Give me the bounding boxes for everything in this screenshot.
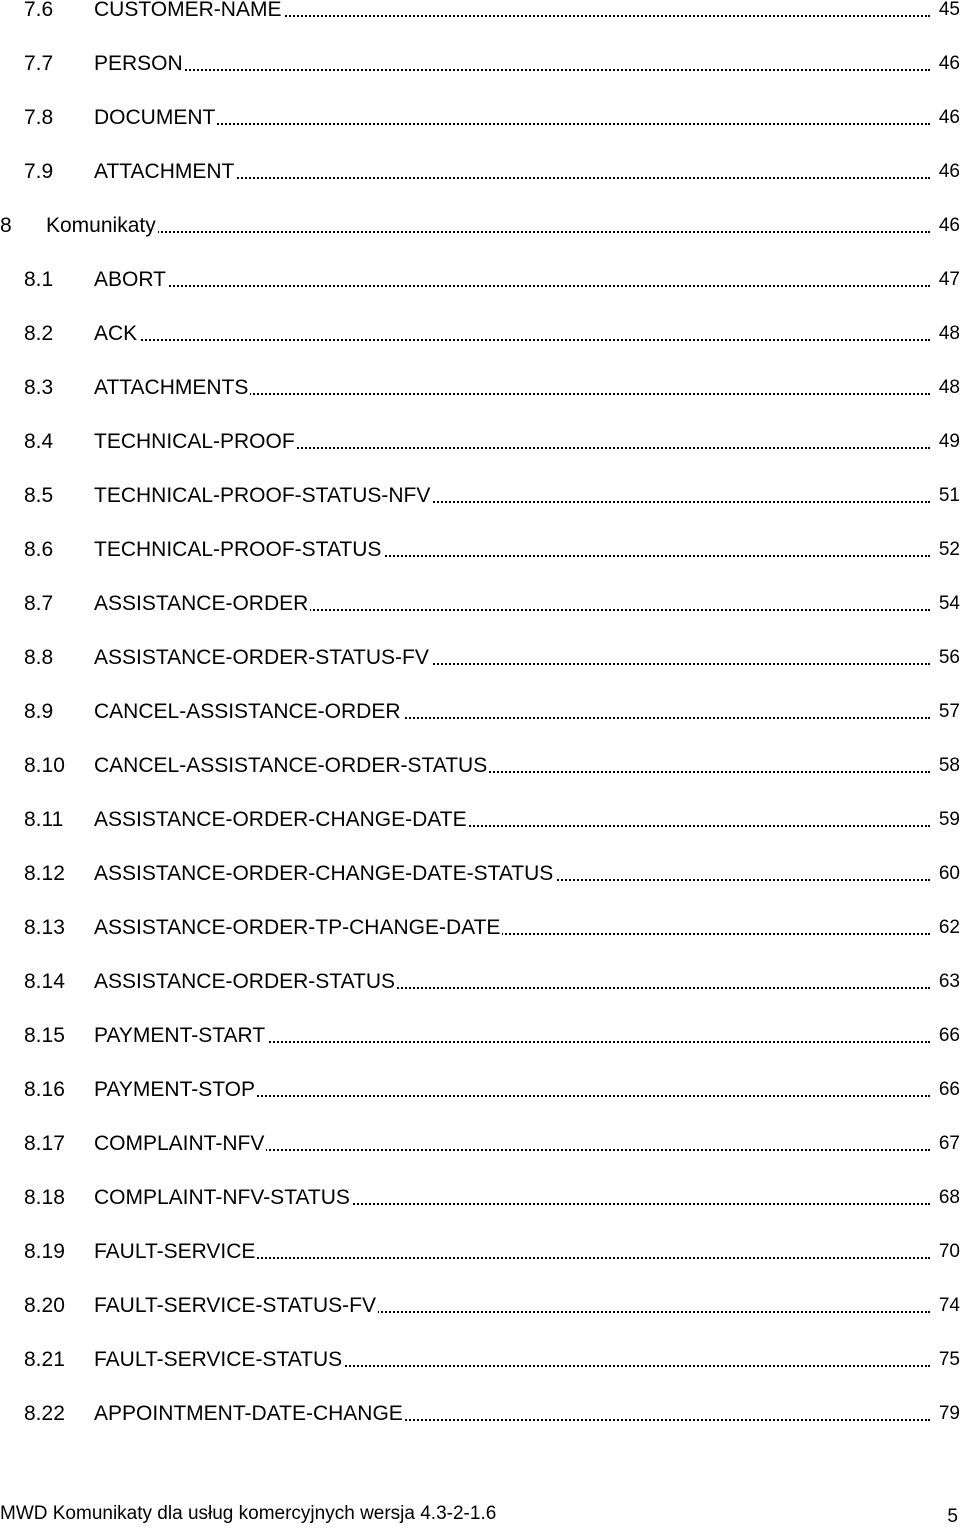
toc-entry[interactable] <box>0 697 960 727</box>
toc-entry-page[interactable]: 67 <box>936 1129 960 1159</box>
toc-entry-number: 8.7 <box>24 592 54 615</box>
toc-entry-number: 8.4 <box>24 430 54 453</box>
toc-entry-number: 8.12 <box>24 862 65 885</box>
toc-entry-page[interactable]: 79 <box>936 1399 960 1429</box>
toc-entry-number: 8.9 <box>24 700 54 723</box>
toc-entry-number: 8.19 <box>24 1240 65 1263</box>
toc-entry-page[interactable]: 49 <box>936 427 960 457</box>
toc-entry-title[interactable]: COMPLAINT-NFV <box>94 1129 266 1159</box>
toc-entry[interactable] <box>0 0 960 25</box>
toc-entry-page[interactable]: 74 <box>936 1291 960 1321</box>
toc-entry-title[interactable]: PAYMENT-STOP <box>94 1075 257 1105</box>
toc-dot-leader <box>46 231 930 233</box>
toc-dot-leader <box>94 285 930 287</box>
toc-entry-title[interactable]: COMPLAINT-NFV-STATUS <box>94 1183 352 1213</box>
toc-entry-number: 8.14 <box>24 970 65 993</box>
toc-entry-number: 8.15 <box>24 1024 65 1047</box>
toc-entry-page[interactable]: 46 <box>936 103 960 133</box>
toc-entry-number: 8.5 <box>24 484 54 507</box>
toc-entry-page[interactable]: 58 <box>936 751 960 781</box>
toc-entry-number: 8.13 <box>24 916 65 939</box>
toc-entry[interactable] <box>0 1129 960 1159</box>
footer-document-title: MWD Komunikaty dla usług komercyjnych wersja 4.3-2-1.6 <box>0 1503 497 1524</box>
toc-entry-number: 8.2 <box>24 322 54 345</box>
toc-entry-title[interactable]: TECHNICAL-PROOF-STATUS <box>94 535 383 565</box>
toc-entry[interactable] <box>0 967 960 997</box>
toc-entry[interactable] <box>0 319 960 349</box>
toc-entry-title[interactable]: PAYMENT-START <box>94 1021 267 1051</box>
toc-entry[interactable] <box>0 211 960 241</box>
toc-entry-title[interactable]: ASSISTANCE-ORDER-STATUS <box>94 967 397 997</box>
toc-entry[interactable] <box>0 1237 960 1267</box>
toc-entry-number: 8.8 <box>24 646 54 669</box>
toc-entry-title[interactable]: ASSISTANCE-ORDER-CHANGE-DATE <box>94 805 469 835</box>
toc-entry[interactable] <box>0 481 960 511</box>
toc-entry[interactable] <box>0 643 960 673</box>
toc-entry-title[interactable]: Komunikaty <box>46 211 158 241</box>
toc-entry[interactable] <box>0 103 960 133</box>
toc-entry-page[interactable]: 68 <box>936 1183 960 1213</box>
toc-entry-number: 8.17 <box>24 1132 65 1155</box>
toc-entry-title[interactable]: FAULT-SERVICE <box>94 1237 257 1267</box>
toc-entry[interactable] <box>0 1291 960 1321</box>
toc-entry-page[interactable]: 45 <box>936 0 960 25</box>
toc-entry-title[interactable]: CUSTOMER-NAME <box>94 0 283 25</box>
toc-entry[interactable] <box>0 805 960 835</box>
toc-entry-number: 7.9 <box>24 160 54 183</box>
toc-entry-page[interactable]: 56 <box>936 643 960 673</box>
toc-entry-page[interactable]: 60 <box>936 859 960 889</box>
toc-entry-page[interactable]: 54 <box>936 589 960 619</box>
toc-entry-number: 8.20 <box>24 1294 65 1317</box>
toc-entry-title[interactable]: FAULT-SERVICE-STATUS <box>94 1345 344 1375</box>
toc-entry-number: 8.18 <box>24 1186 65 1209</box>
toc-entry-page[interactable]: 52 <box>936 535 960 565</box>
toc-entry-title[interactable]: TECHNICAL-PROOF <box>94 427 297 457</box>
toc-entry[interactable] <box>0 1075 960 1105</box>
toc-entry[interactable] <box>0 1183 960 1213</box>
toc-entry-page[interactable]: 46 <box>936 157 960 187</box>
toc-entry-title[interactable]: PERSON <box>94 49 185 79</box>
toc-entry[interactable] <box>0 1345 960 1375</box>
toc-dot-leader <box>94 69 930 71</box>
toc-entry[interactable] <box>0 913 960 943</box>
toc-entry-page[interactable]: 57 <box>936 697 960 727</box>
toc-entry-number: 7.8 <box>24 106 54 129</box>
toc-entry-number: 8.21 <box>24 1348 65 1371</box>
toc-entry-title[interactable]: TECHNICAL-PROOF-STATUS-NFV <box>94 481 432 511</box>
toc-entry-title[interactable]: FAULT-SERVICE-STATUS-FV <box>94 1291 378 1321</box>
toc-entry-page[interactable]: 66 <box>936 1075 960 1105</box>
toc-entry-number: 8.3 <box>24 376 54 399</box>
toc-entry-number: 8.10 <box>24 754 65 777</box>
toc-dot-leader <box>94 123 930 125</box>
toc-entry-number: 8.6 <box>24 538 54 561</box>
toc-entry[interactable] <box>0 373 960 403</box>
toc-entry[interactable] <box>0 859 960 889</box>
toc-entry[interactable] <box>0 1021 960 1051</box>
toc-entry-number: 8 <box>0 214 12 237</box>
toc-entry-page[interactable]: 63 <box>936 967 960 997</box>
toc-entry-title[interactable]: ASSISTANCE-ORDER <box>94 589 310 619</box>
toc-entry-title[interactable]: CANCEL-ASSISTANCE-ORDER <box>94 697 403 727</box>
toc-entry-page[interactable]: 47 <box>936 265 960 295</box>
toc-dot-leader <box>94 339 930 341</box>
toc-entry-title[interactable]: ASSISTANCE-ORDER-CHANGE-DATE-STATUS <box>94 859 555 889</box>
toc-entry-title[interactable]: CANCEL-ASSISTANCE-ORDER-STATUS <box>94 751 489 781</box>
toc-entry-page[interactable]: 48 <box>936 319 960 349</box>
toc-entry-number: 8.22 <box>24 1402 65 1425</box>
toc-entry-title[interactable]: ASSISTANCE-ORDER-STATUS-FV <box>94 643 431 673</box>
toc-entry-number: 8.16 <box>24 1078 65 1101</box>
toc-entry-title[interactable]: ATTACHMENTS <box>94 373 250 403</box>
toc-entry-title[interactable]: ACK <box>94 319 139 349</box>
toc-entry[interactable] <box>0 1399 960 1429</box>
toc-entry[interactable] <box>0 751 960 781</box>
toc-entry-page[interactable]: 70 <box>936 1237 960 1267</box>
toc-entry[interactable] <box>0 157 960 187</box>
toc-entry-page[interactable]: 46 <box>936 49 960 79</box>
toc-entry[interactable] <box>0 427 960 457</box>
toc-entry-number: 7.6 <box>24 0 54 21</box>
toc-entry-title[interactable]: ASSISTANCE-ORDER-TP-CHANGE-DATE <box>94 913 502 943</box>
toc-entry-title[interactable]: ABORT <box>94 265 168 295</box>
toc-entry-page[interactable]: 51 <box>936 481 960 511</box>
toc-entry-title[interactable]: ATTACHMENT <box>94 157 236 187</box>
toc-entry-page[interactable]: 75 <box>936 1345 960 1375</box>
toc-entry-number: 8.1 <box>24 268 54 291</box>
toc-entry-page[interactable]: 62 <box>936 913 960 943</box>
toc-entry[interactable] <box>0 49 960 79</box>
toc-entry-title[interactable]: APPOINTMENT-DATE-CHANGE <box>94 1399 405 1429</box>
toc-entry-page[interactable]: 59 <box>936 805 960 835</box>
toc-entry-page[interactable]: 48 <box>936 373 960 403</box>
toc-entry-page[interactable]: 66 <box>936 1021 960 1051</box>
footer-page-number: 5 <box>947 1506 958 1527</box>
toc-entry-number: 7.7 <box>24 52 54 75</box>
toc-entry-number: 8.11 <box>24 808 64 831</box>
toc-entry[interactable] <box>0 265 960 295</box>
toc-entry[interactable] <box>0 589 960 619</box>
toc-entry[interactable] <box>0 535 960 565</box>
toc-entry-page[interactable]: 46 <box>936 211 960 241</box>
toc-entry-title[interactable]: DOCUMENT <box>94 103 217 133</box>
